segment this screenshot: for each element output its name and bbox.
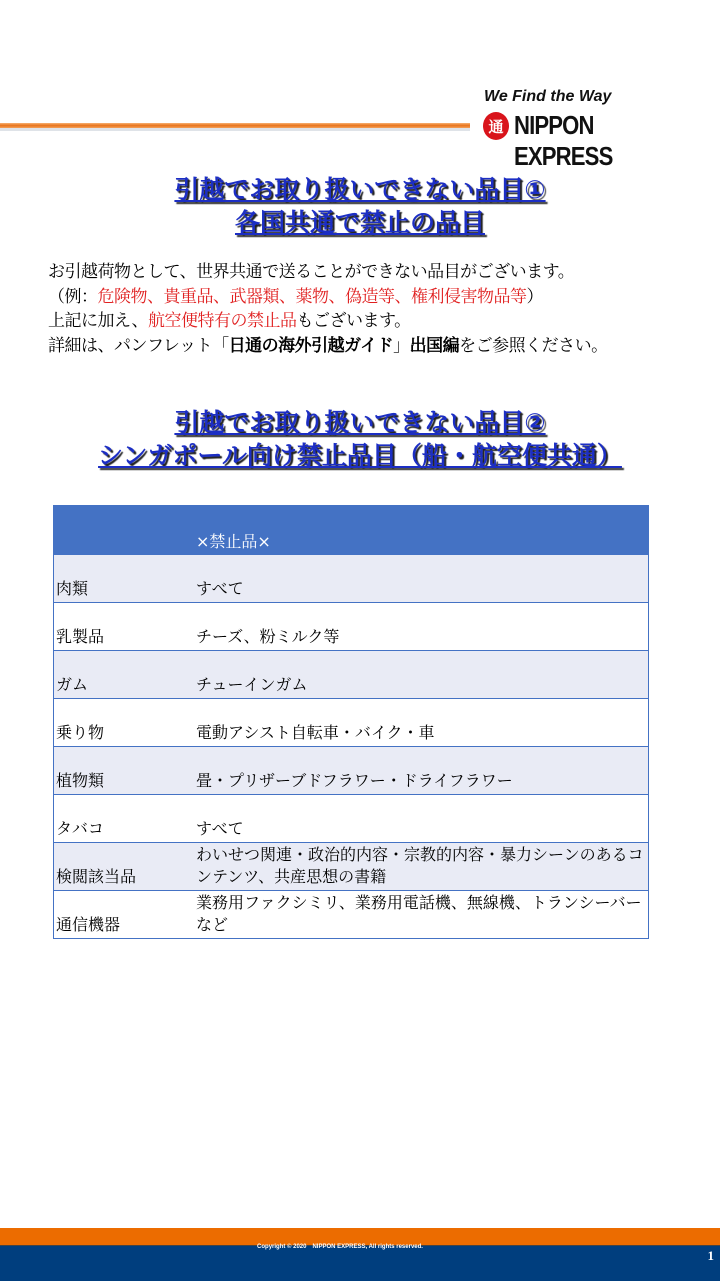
copyright: Copyright © 2020 NIPPON EXPRESS, All rights reserved. — [257, 1244, 423, 1250]
text: もございます。 — [296, 311, 411, 331]
body-line-3 — [48, 309, 608, 334]
prohibited-items-table — [53, 505, 649, 939]
guide-edition: 出国編 — [409, 335, 460, 356]
table-row — [54, 699, 649, 747]
text: （例： — [48, 286, 98, 307]
section2-title — [0, 406, 720, 472]
text: 上記に加え、 — [48, 311, 149, 331]
item-detail: わいせつ関連・政治的内容・宗教的内容・暴力シーンのあるコンテンツ、共産思想の書籍 — [196, 843, 649, 891]
body-line-1: お引越荷物として、世界共通で送ることができない品目がございます。 — [48, 262, 575, 282]
section1-title-line1: 引越でお取り扱いできない品目① — [174, 175, 546, 204]
table-row — [54, 747, 649, 795]
item-category: 植物類 — [54, 747, 197, 795]
text: ） — [526, 286, 543, 307]
table-row — [54, 891, 649, 939]
body-line-4 — [48, 334, 608, 359]
item-detail: 電動アシスト自転車・バイク・車 — [196, 699, 649, 747]
item-category: 検閲該当品 — [54, 843, 197, 891]
section1-title — [0, 173, 720, 239]
page-number: 1 — [707, 1248, 714, 1263]
guide-name: 日通の海外引越ガイド — [228, 335, 394, 356]
item-category: ガム — [54, 651, 197, 699]
item-detail: 畳・プリザーブドフラワー・ドライフラワー — [196, 747, 649, 795]
item-category: タバコ — [54, 795, 197, 843]
text: 」 — [393, 335, 410, 356]
examples-red: 危険物、貴重品、武器類、薬物、偽造等、権利侵害物品等 — [97, 286, 527, 307]
header-prohibited: ×禁止品× — [196, 505, 649, 555]
section1-body — [48, 260, 608, 358]
header-category — [54, 505, 197, 555]
table-header-row — [54, 505, 649, 555]
item-detail: 業務用ファクシミリ、業務用電話機、無線機、トランシーバーなど — [196, 891, 649, 939]
item-detail: チーズ、粉ミルク等 — [196, 603, 649, 651]
item-detail: すべて — [196, 555, 649, 603]
item-category: 乳製品 — [54, 603, 197, 651]
footer-blue-band — [0, 1245, 720, 1281]
table-row — [54, 603, 649, 651]
table-row — [54, 843, 649, 891]
header-gray-rule — [0, 128, 470, 131]
section2-title-line2: シンガポール向け禁止品目（船・航空便共通） — [98, 441, 622, 470]
table-row — [54, 795, 649, 843]
item-detail: チューインガム — [196, 651, 649, 699]
body-line-2 — [48, 285, 608, 310]
brand-tagline: We Find the Way — [484, 88, 612, 105]
text: 詳細は、パンフレット「 — [48, 335, 229, 356]
table-row — [54, 555, 649, 603]
section2-title-line1: 引越でお取り扱いできない品目② — [174, 408, 546, 437]
item-category: 通信機器 — [54, 891, 197, 939]
section1-title-line2: 各国共通で禁止の品目 — [234, 208, 485, 237]
item-detail: すべて — [196, 795, 649, 843]
brand-name: NIPPON EXPRESS — [514, 110, 613, 171]
item-category: 乗り物 — [54, 699, 197, 747]
table-row — [54, 651, 649, 699]
item-category: 肉類 — [54, 555, 197, 603]
text: をご参照ください。 — [459, 335, 608, 356]
nippon-express-logo-icon: 通 — [483, 112, 509, 140]
air-specific-red: 航空便特有の禁止品 — [148, 311, 297, 331]
